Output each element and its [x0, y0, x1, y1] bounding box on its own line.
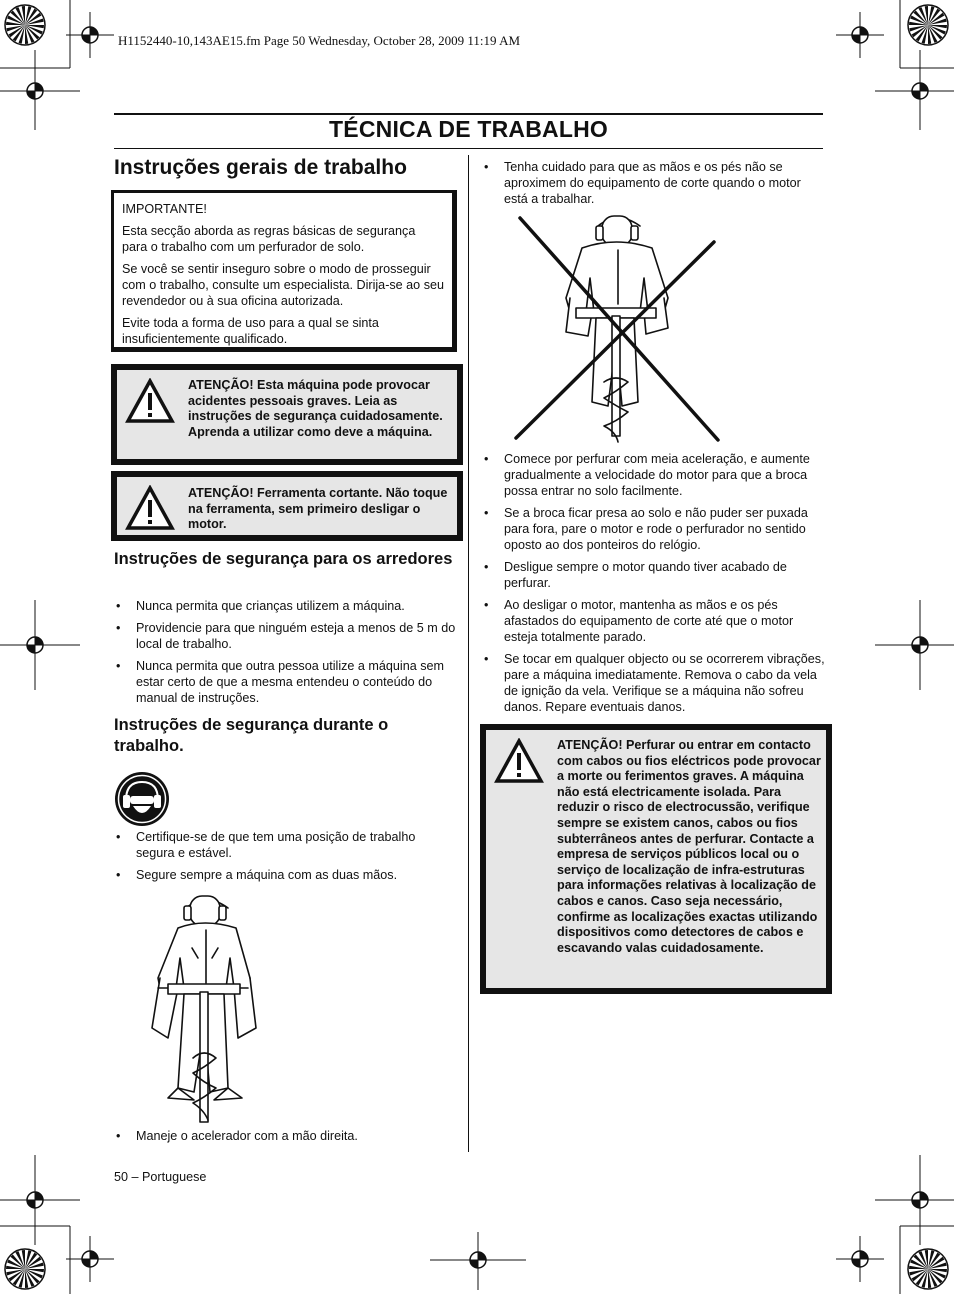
file-header-line: H1152440-10,143AE15.fm Page 50 Wednesday, October 28, 2009 11:19 AM	[118, 33, 521, 48]
warning-triangle-icon	[494, 738, 544, 784]
important-notice-box	[111, 190, 457, 352]
list-item: • Se a broca ficar presa ao solo e não puder ser puxada para fora, pare o motor e rode o perfurador no sentido oposto ao dos ponteiros do relógio.	[482, 505, 827, 553]
warning-triangle-icon	[125, 485, 175, 531]
subheading-surroundings: Instruções de segurança para os arredores	[114, 550, 453, 568]
important-title: IMPORTANTE!	[122, 202, 207, 216]
important-paragraph: Esta secção aborda as regras básicas de segurança para o trabalho com um perfurador de solo.	[122, 224, 416, 254]
surroundings-list	[114, 598, 456, 712]
warning-text-1: ATENÇÃO! Esta máquina pode provocar acidentes pessoais graves. Leia as instruções de segurança cuidadosamente. Aprenda a utilizar como deve a máquina.	[188, 378, 443, 439]
warning-triangle-icon	[125, 378, 175, 424]
list-item: • Comece por perfurar com meia aceleração, e aumente gradualmente a velocidade do motor para que a broca possa entrar no solo facilmente.	[482, 451, 827, 499]
important-paragraph: Evite toda a forma de uso para a qual se sinta insuficientemente qualificado.	[122, 316, 379, 346]
list-item: • Maneje o acelerador com a mão direita.	[114, 1128, 456, 1144]
during-work-list	[114, 829, 456, 889]
warning-box-2	[111, 471, 463, 541]
warning-box-3	[480, 724, 832, 994]
list-item: • Nunca permita que crianças utilizem a máquina.	[114, 598, 456, 614]
warning-text-2: ATENÇÃO! Ferramenta cortante. Não toque na ferramenta, sem primeiro desligar o motor.	[188, 486, 448, 532]
prohibited-operation-illustration	[508, 212, 728, 447]
top-rule	[114, 113, 823, 115]
hearing-eye-protection-icon	[113, 770, 171, 828]
throttle-list	[114, 1128, 456, 1150]
page-footer: 50 – Portuguese	[114, 1170, 207, 1184]
page-heading: Instruções gerais de trabalho	[114, 156, 407, 179]
list-item: • Providencie para que ninguém esteja a menos de 5 m do local de trabalho.	[114, 620, 456, 652]
column-separator	[468, 155, 469, 1152]
right-list	[482, 451, 827, 721]
list-item: • Ao desligar o motor, mantenha as mãos e os pés afastados do equipamento de corte até que o motor esteja totalmente parado.	[482, 597, 827, 645]
list-item: • Segure sempre a máquina com as duas mãos.	[114, 867, 456, 883]
section-title: TÉCNICA DE TRABALHO	[329, 116, 608, 142]
right-top-list	[482, 159, 827, 213]
subheading-during-work: Instruções de segurança durante o trabalho.	[114, 716, 389, 755]
list-item: • Desligue sempre o motor quando tiver acabado de perfurar.	[482, 559, 827, 591]
list-item: • Nunca permita que outra pessoa utilize a máquina sem estar certo de que a mesma entendeu o conteúdo do manual de instruções.	[114, 658, 456, 706]
important-paragraph: Se você se sentir inseguro sobre o modo de prosseguir com o trabalho, consulte um especialista. Dirija-se ao seu revendedor ou à sua oficina autorizada.	[122, 262, 444, 308]
title-rule	[114, 148, 823, 149]
warning-box-1	[111, 364, 463, 465]
list-item: • Se tocar em qualquer objecto ou se ocorrerem vibrações, pare a máquina imediatamente. Remova o cabo da vela de ignição da vela. Verifique se a máquina não sofreu danos. Repare eventuais danos.	[482, 651, 827, 715]
list-item: • Tenha cuidado para que as mãos e os pés não se aproximem do equipamento de corte quando o motor está a trabalhar.	[482, 159, 827, 207]
operator-illustration	[138, 888, 288, 1128]
warning-text-3: ATENÇÃO! Perfurar ou entrar em contacto com cabos ou fios eléctricos pode provocar a morte ou ferimentos graves. A máquina não está electricamente isolada. Para reduzir o risco de electrocussão, verifique sempre se existem canos, cabos ou fios subterrâneos antes de perfurar. Contacte a empresa de serviços públicos local ou o serviço de localização de infra-estruturas para informações relativas à localização de cabos e canos. Caso seja necessário, confirme as localizações exactas utilizando dispositivos como detectores de cabos e escavando valas cuidadosamente.	[557, 738, 821, 955]
list-item: • Certifique-se de que tem uma posição de trabalho segura e estável.	[114, 829, 456, 861]
